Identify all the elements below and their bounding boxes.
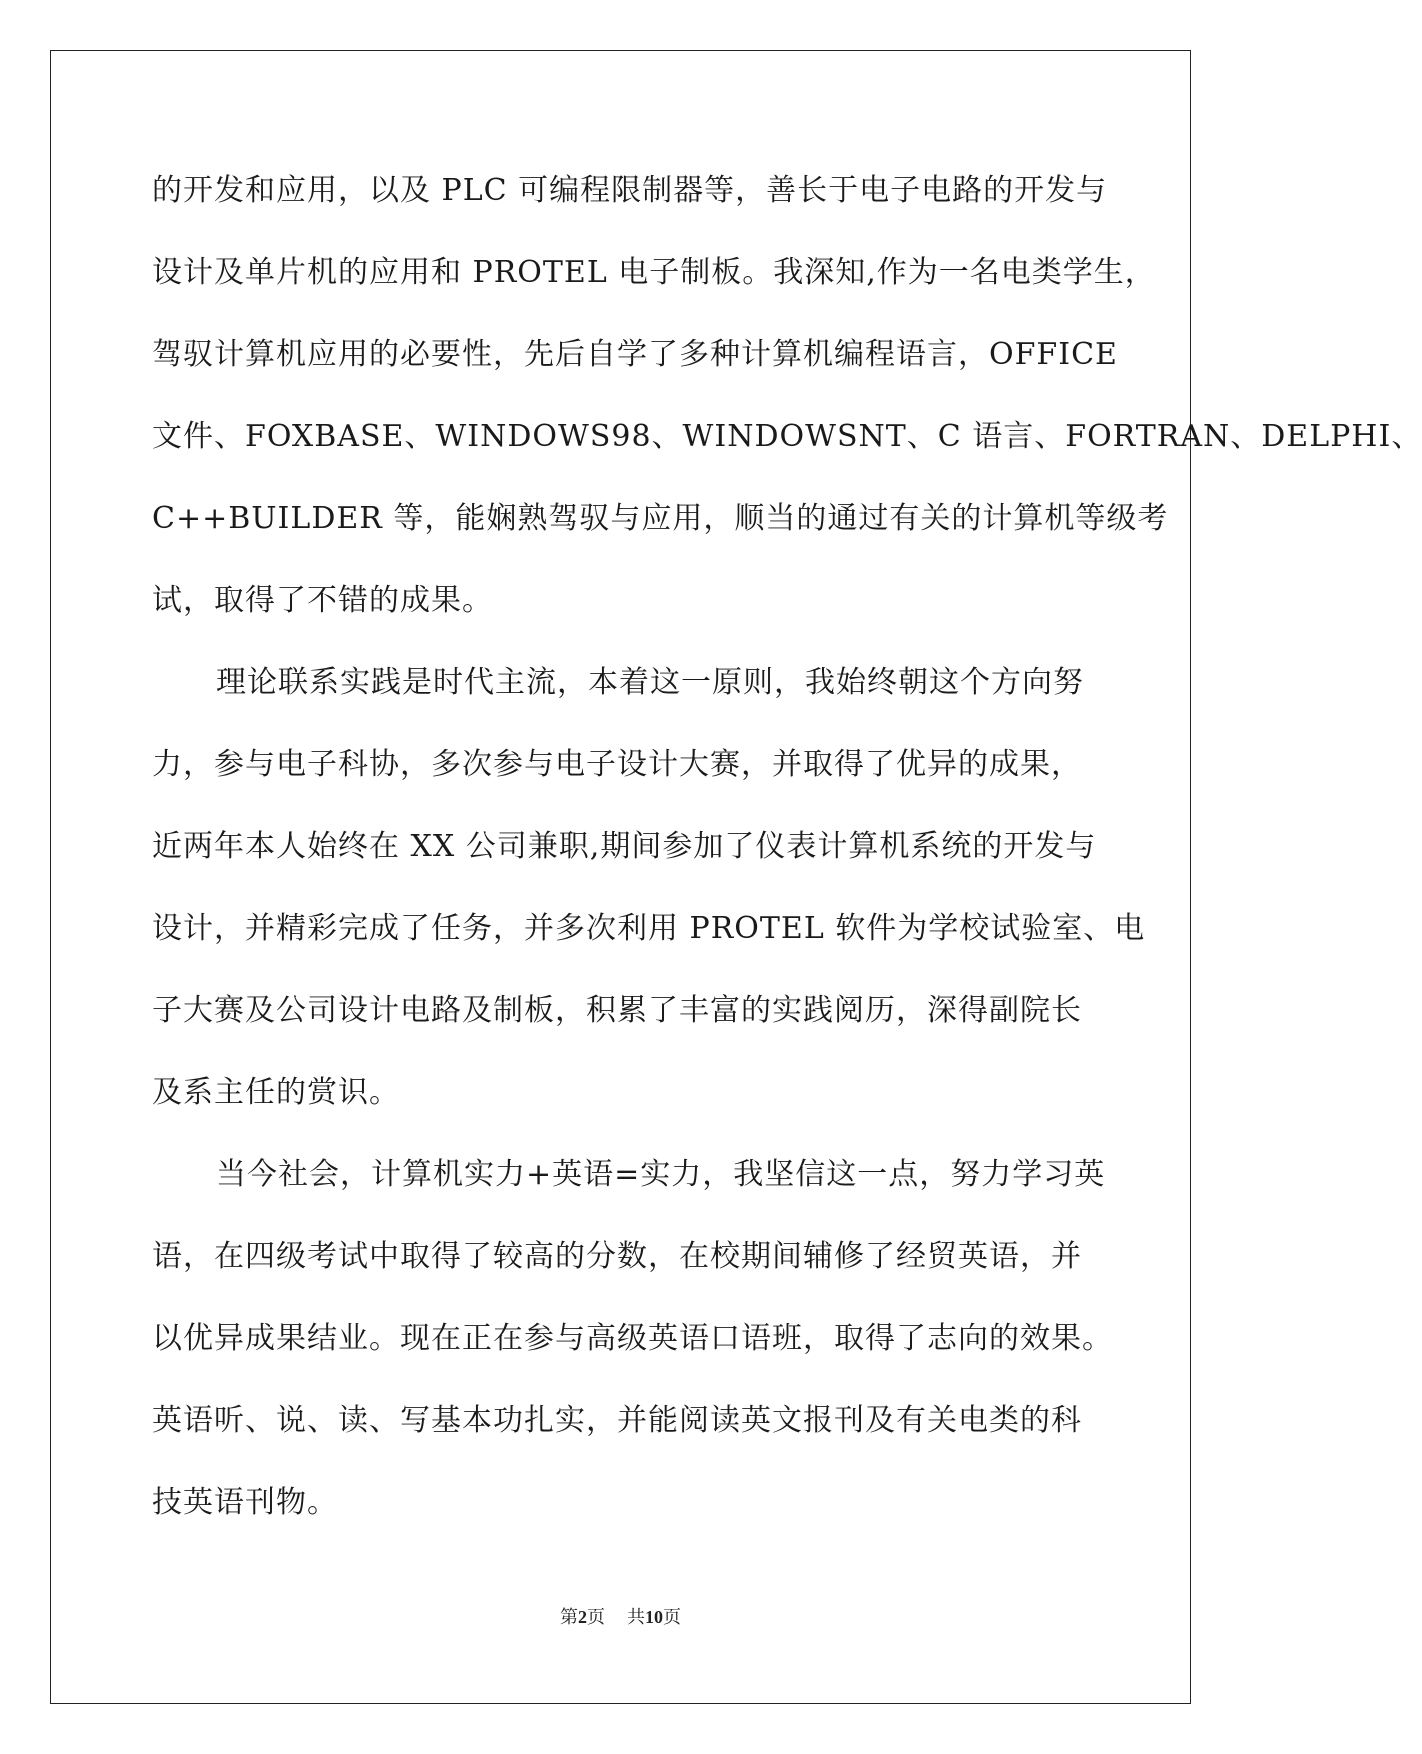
text-line: 设计，并精彩完成了任务，并多次利用 PROTEL 软件为学校试验室、电: [152, 911, 1146, 946]
text-line: 语，在四级考试中取得了较高的分数，在校期间辅修了经贸英语，并: [152, 1239, 1082, 1274]
text-line: 及系主任的赏识。: [152, 1075, 400, 1110]
footer-total-suffix: 页: [663, 1607, 681, 1628]
text-line: 理论联系实践是时代主流，本着这一原则，我始终朝这个方向努: [216, 665, 1084, 700]
footer-page-prefix: 第: [560, 1607, 578, 1628]
text-line: 力，参与电子科协，多次参与电子设计大赛，并取得了优异的成果，: [152, 747, 1082, 782]
text-line: 子大赛及公司设计电路及制板，积累了丰富的实践阅历，深得副院长: [152, 993, 1082, 1028]
text-line: 的开发和应用，以及 PLC 可编程限制器等，善长于电子电路的开发与: [152, 173, 1108, 208]
text-line: 当今社会，计算机实力+英语=实力，我坚信这一点，努力学习英: [216, 1157, 1106, 1192]
page-footer: [0, 1605, 1241, 1630]
footer-total-prefix: 共: [627, 1607, 645, 1628]
text-line: 文件、FOXBASE、WINDOWS98、WINDOWSNT、C 语言、FORTRAN、DELPHI、: [152, 419, 1422, 454]
document-body: [152, 150, 1422, 1544]
text-line: 技英语刊物。: [152, 1485, 338, 1520]
text-line: 近两年本人始终在 XX 公司兼职,期间参加了仪表计算机系统的开发与: [152, 829, 1097, 864]
text-line: 设计及单片机的应用和 PROTEL 电子制板。我深知,作为一名电类学生，: [152, 255, 1156, 290]
footer-page-suffix: 页: [587, 1607, 605, 1628]
text-line: 以优异成果结业。现在正在参与高级英语口语班，取得了志向的效果。: [152, 1321, 1113, 1356]
footer-total-pages: 10: [645, 1607, 663, 1627]
text-line: 驾驭计算机应用的必要性，先后自学了多种计算机编程语言，OFFICE: [152, 337, 1118, 372]
footer-page-number: 2: [578, 1607, 587, 1627]
text-line: 试，取得了不错的成果。: [152, 583, 493, 618]
text-line: 英语听、说、读、写基本功扎实，并能阅读英文报刊及有关电类的科: [152, 1403, 1082, 1438]
text-line: C++BUILDER 等，能娴熟驾驭与应用，顺当的通过有关的计算机等级考: [152, 501, 1169, 536]
